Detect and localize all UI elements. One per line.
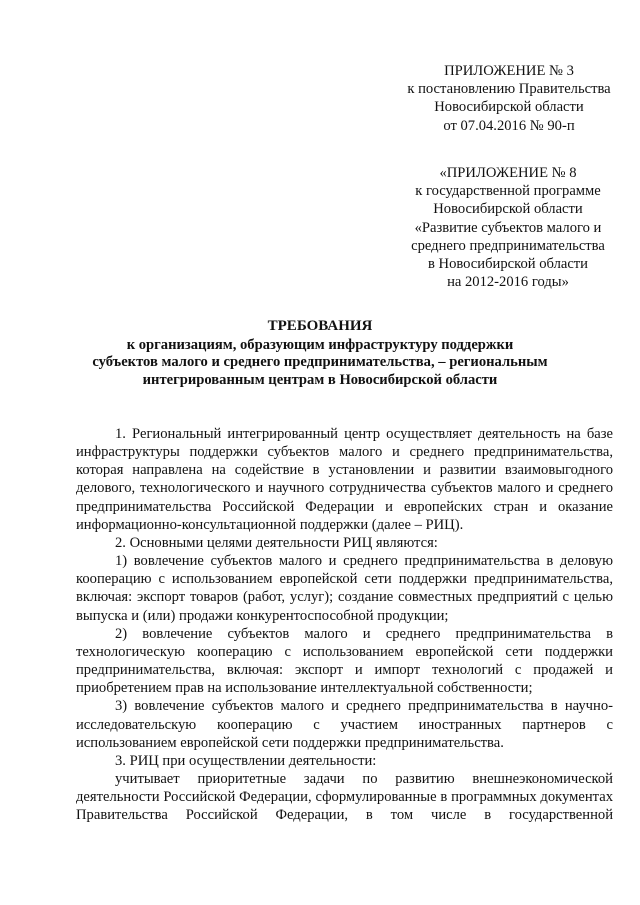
paragraph-goal-1: 1) вовлечение субъектов малого и среднего предпринимательства в деловую кооперацию с использованием европейской сети поддержки предпринимательства, включая: экспорт товаров (работ, услуг); создание совместных предприятий с целью выпуска и (или) продажи конкурентоспособной продукции; xyxy=(76,553,613,624)
appendix-3-line: от 07.04.2016 № 90-п xyxy=(443,117,575,134)
title-line: к организациям, образующим инфраструктуру поддержки xyxy=(126,336,514,353)
paragraph-3: 3. РИЦ при осуществлении деятельности: xyxy=(115,752,377,769)
appendix-8-line: среднего предпринимательства xyxy=(411,237,605,254)
paragraph-2: 2. Основными целями деятельности РИЦ являются: xyxy=(115,534,438,551)
appendix-8-line: Новосибирской области xyxy=(433,201,583,218)
appendix-3-line: к постановлению Правительства xyxy=(407,81,611,98)
appendix-8-line: на 2012-2016 годы» xyxy=(447,274,569,291)
paragraph-goal-2: 2) вовлечение субъектов малого и среднего предпринимательства в технологическую кооперацию с использованием европейской сети поддержки предпринимательства, включая: экспорт и импорт технологий с продажей и приобретением прав на использование интеллектуальной собственности; xyxy=(76,625,613,697)
appendix-8-line: в Новосибирской области xyxy=(427,256,588,273)
appendix-8-line: «Развитие субъектов малого и xyxy=(414,219,602,236)
paragraph-1: 1. Региональный интегрированный центр осуществляет деятельность на базе инфраструктуры поддержки субъектов малого и среднего предпринимательства, которая направлена на содействие в установлении и развитии взаимовыгодного делового, технологического и научного сотрудничества субъектов малого и среднего предпринимательства Российской Федерации и европейских стран и оказание информационно-консультационной поддержки (далее – РИЦ). xyxy=(76,426,613,533)
appendix-8-line: к государственной программе xyxy=(415,183,601,200)
appendix-8-line: «ПРИЛОЖЕНИЕ № 8 xyxy=(439,165,577,181)
paragraph-3-item: учитывает приоритетные задачи по развитию внешнеэкономической деятельности Российской Федерации, сформулированные в программных документах Правительства Российской Федерации, в том числе в государственной xyxy=(76,770,613,824)
appendix-3-line: Новосибирской области xyxy=(434,99,584,116)
paragraph-goal-3: 3) вовлечение субъектов малого и среднего предпринимательства в научно-исследовательскую кооперацию с участием иностранных партнеров с использованием европейской сети поддержки предпринимательства. xyxy=(76,698,613,751)
title-line: интегрированным центрам в Новосибирской области xyxy=(142,371,498,388)
appendix-3-header xyxy=(384,62,634,135)
appendix-3-line: ПРИЛОЖЕНИЕ № 3 xyxy=(444,63,574,79)
appendix-8-header xyxy=(380,164,636,291)
title-main: ТРЕБОВАНИЯ xyxy=(267,318,373,334)
document-title xyxy=(60,318,580,389)
title-line: субъектов малого и среднего предпринимательства, – региональным xyxy=(92,354,548,370)
document-body xyxy=(76,425,613,824)
